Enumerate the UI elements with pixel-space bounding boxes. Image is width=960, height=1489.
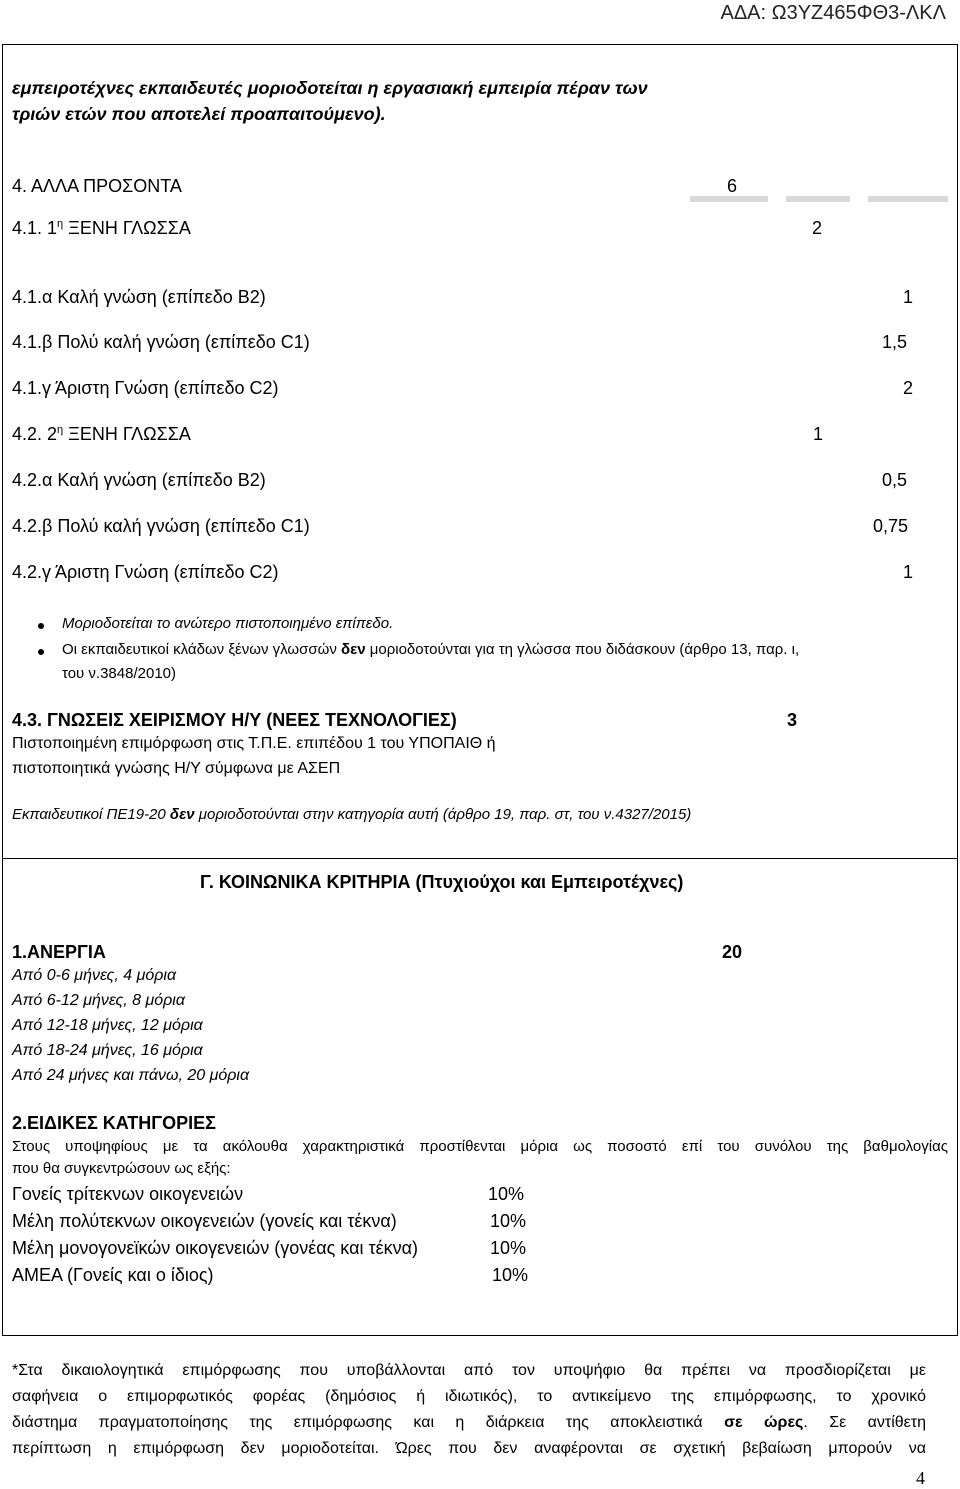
lang1-level-c: 4.1.γ Άριστη Γνώση (επίπεδο C2) — [12, 378, 279, 398]
note-2-bullet — [38, 649, 44, 655]
footnote-line-3-a: διάστημα πραγματοποίησης της επιμόρφωσης και η διάρκεια της αποκλειστικά — [12, 1414, 725, 1431]
lang1-level-b-points: 1,5 — [882, 332, 908, 352]
lang2-level-c-points: 1 — [903, 562, 914, 582]
special-row-label: ΑΜΕΑ (Γονείς και ο ίδιος) — [12, 1265, 214, 1285]
lang1-level-a: 4.1.α Καλή γνώση (επίπεδο Β2) — [12, 287, 266, 307]
intro-line-1: εμπειροτέχνες εκπαιδευτές μοριοδοτείται η εργασιακή εμπειρία πέραν των — [12, 78, 648, 98]
lang1-points: 2 — [812, 218, 823, 238]
lang1-level-c-points: 2 — [903, 378, 914, 398]
unemployment-points: 20 — [722, 942, 743, 962]
it-line-2: πιστοποιητικά γνώσης Η/Υ σύμφωνα με ΑΣΕΠ — [12, 760, 341, 777]
special-row-label: Γονείς τρίτεκνων οικογενειών — [12, 1184, 244, 1204]
footnote-line-4: περίπτωση η επιμόρφωση δεν μοριοδοτείται. Ώρες που δεν αναφέρονται σε σχετική βεβαίωση μπορούν να — [12, 1440, 926, 1457]
lang1-prefix: 4.1. 1 — [12, 218, 58, 238]
lang2-level-b-points: 0,75 — [873, 516, 909, 536]
footnote-line-3-b: . Σε αντίθετη — [803, 1414, 927, 1431]
unemployment-heading: 1.ΑΝΕΡΓΙΑ — [12, 942, 106, 962]
special-intro-line-2: που θα συγκεντρώσουν ως εξής: — [12, 1160, 231, 1177]
it-note-text-b: μοριοδοτούνται στην κατηγορία αυτή (άρθρο 19, παρ. στ, του ν.4327/2015) — [194, 806, 692, 823]
lang1-sup: η — [57, 218, 64, 230]
lang2-level-a: 4.2.α Καλή γνώση (επίπεδο Β2) — [12, 470, 266, 490]
special-heading: 2.ΕΙΔΙΚΕΣ ΚΑΤΗΓΟΡΙΕΣ — [12, 1113, 216, 1133]
lang1-heading — [12, 218, 191, 239]
section-4-heading: 4. ΑΛΛΑ ΠΡΟΣΟΝΤΑ — [12, 176, 182, 196]
lang1-label: ΞΕΝΗ ΓΛΩΣΣΑ — [63, 218, 191, 238]
special-row-pct: 10% — [488, 1184, 525, 1204]
header-shade-2 — [786, 196, 850, 202]
section-4-points: 6 — [727, 176, 738, 196]
lang2-sup: η — [57, 424, 64, 436]
note-2-bold: δεν — [341, 641, 366, 658]
lang2-prefix: 4.2. 2 — [12, 424, 58, 444]
unemployment-item: Από 12-18 μήνες, 12 μόρια — [12, 1017, 203, 1034]
note-2-line-1 — [62, 641, 799, 658]
it-points: 3 — [787, 710, 798, 730]
section-c-title: Γ. ΚΟΙΝΩΝΙΚΑ ΚΡΙΤΗΡΙΑ (Πτυχιούχοι και Εμπειροτέχνες) — [200, 872, 684, 892]
header-shade-3 — [868, 196, 948, 202]
intro-line-2: τριών ετών που αποτελεί προαπαιτούμενο). — [12, 104, 386, 124]
note-1: Μοριοδοτείται το ανώτερο πιστοποιημένο επίπεδο. — [62, 615, 394, 632]
unemployment-item: Από 6-12 μήνες, 8 μόρια — [12, 992, 185, 1009]
footnote-line-2: σαφήνεια ο επιμορφωτικός φορέας (δημόσιος ή ιδιωτικός), το αντικείμενο της επιμόρφωσης, το χρονικό — [12, 1388, 926, 1405]
unemployment-item: Από 0-6 μήνες, 4 μόρια — [12, 967, 177, 984]
it-line-1: Πιστοποιημένη επιμόρφωση στις Τ.Π.Ε. επιπέδου 1 του ΥΠΟΠΑΙΘ ή — [12, 735, 496, 752]
footnote-line-3 — [12, 1414, 926, 1432]
unemployment-item: Από 24 μήνες και πάνω, 20 μόρια — [12, 1067, 250, 1084]
lang2-level-a-points: 0,5 — [882, 470, 908, 490]
lang2-level-c: 4.2.γ Άριστη Γνώση (επίπεδο C2) — [12, 562, 279, 582]
lang2-points: 1 — [813, 424, 824, 444]
special-row-label: Μέλη μονογονεϊκών οικογενειών (γονέας και τέκνα) — [12, 1238, 419, 1258]
page-number: 4 — [916, 1468, 925, 1488]
lang2-label: ΞΕΝΗ ΓΛΩΣΣΑ — [63, 424, 191, 444]
note-1-bullet — [38, 623, 44, 629]
note-2-text-a: Οι εκπαιδευτικοί κλάδων ξένων γλωσσών — [62, 641, 341, 658]
footnote-line-1: *Στα δικαιολογητικά επιμόρφωσης που υποβάλλονται από τον υποψήφιο θα πρέπει να προσδιορίζεται με — [12, 1362, 926, 1379]
lang1-level-a-points: 1 — [903, 287, 914, 307]
footnote-line-3-bold: σε ώρες — [724, 1414, 804, 1431]
special-row-pct: 10% — [490, 1211, 527, 1231]
lang1-level-b: 4.1.β Πολύ καλή γνώση (επίπεδο C1) — [12, 332, 310, 352]
note-2-text-b: μοριοδοτούνται για τη γλώσσα που διδάσκουν (άρθρο 13, παρ. ι, — [365, 641, 800, 658]
lang2-level-b: 4.2.β Πολύ καλή γνώση (επίπεδο C1) — [12, 516, 310, 536]
special-row-pct: 10% — [490, 1238, 527, 1258]
lang2-heading — [12, 424, 191, 445]
special-intro-line-1: Στους υποψηφίους με τα ακόλουθα χαρακτηριστικά προστίθενται μόρια ως ποσοστό επί του συνόλου της βαθμολογίας — [12, 1138, 948, 1155]
special-row-label: Μέλη πολύτεκνων οικογενειών (γονείς και τέκνα) — [12, 1211, 397, 1231]
special-row-pct: 10% — [492, 1265, 529, 1285]
it-note — [12, 806, 691, 823]
it-note-bold: δεν — [169, 806, 195, 823]
unemployment-item: Από 18-24 μήνες, 16 μόρια — [12, 1042, 203, 1059]
note-2-line-2: του ν.3848/2010) — [62, 665, 176, 682]
it-note-text-a: Εκπαιδευτικοί ΠΕ19-20 — [12, 806, 170, 823]
it-heading: 4.3. ΓΝΩΣΕΙΣ ΧΕΙΡΙΣΜΟΥ Η/Υ (ΝΕΕΣ ΤΕΧΝΟΛΟΓΙΕΣ) — [12, 710, 457, 730]
ada-code: ΑΔΑ: Ω3ΥΖ465ΦΘ3-ΛΚΛ — [720, 2, 946, 24]
